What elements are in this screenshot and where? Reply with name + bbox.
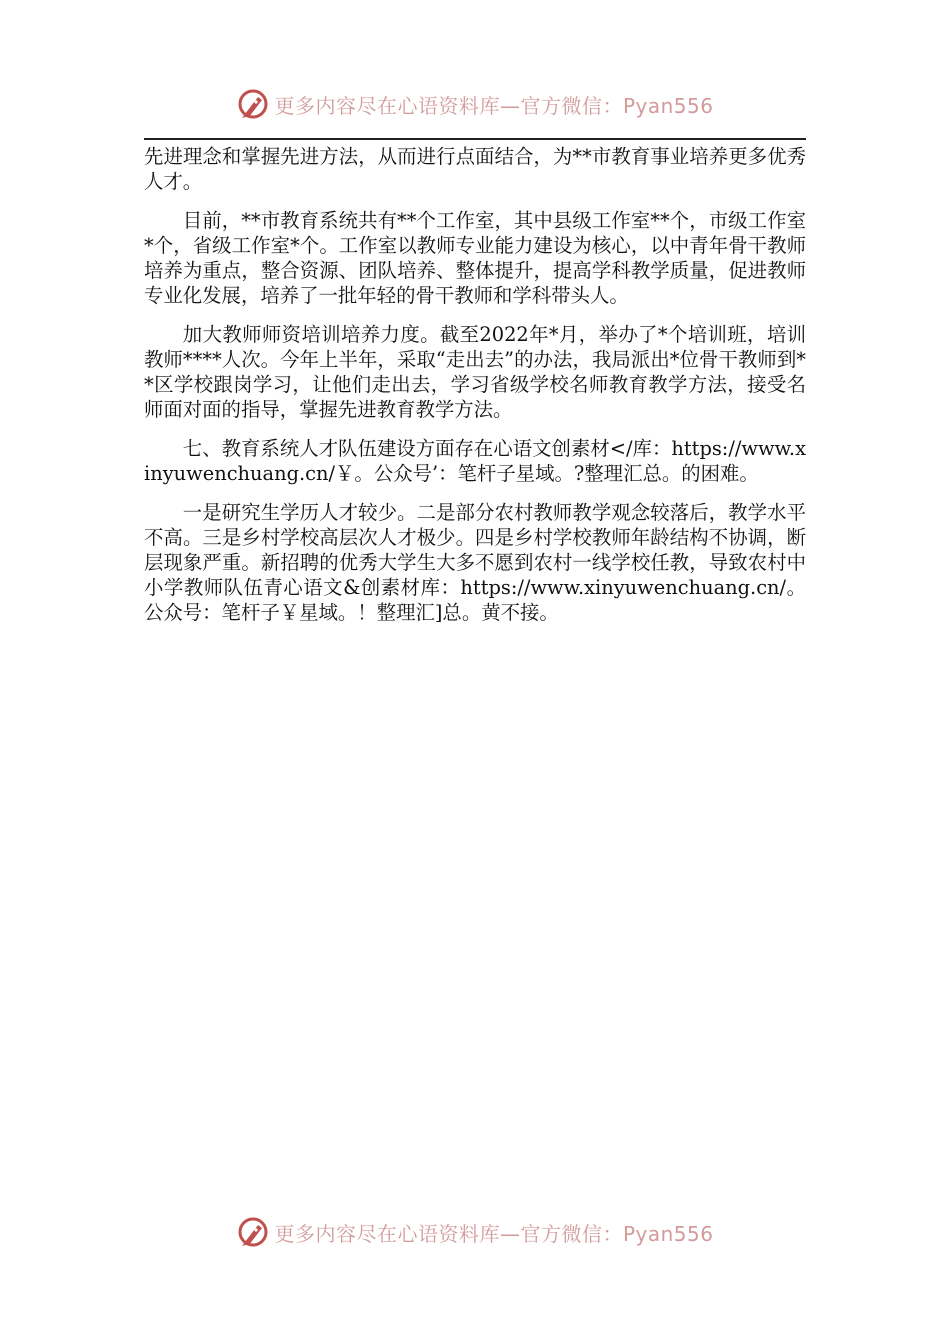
pen-nib-icon xyxy=(236,87,270,121)
document-body xyxy=(144,144,806,639)
header-watermark xyxy=(0,84,950,124)
header-divider xyxy=(144,138,806,140)
paragraph-3: 加大教师师资培训培养力度。截至2022年*月，举办了*个培训班，培训教师****人次。今年上半年，采取“走出去”的办法，我局派出*位骨干教师到**区学校跟岗学习，让他们走出去，学习省级学校名师教育教学方法，接受名师面对面的指导，掌握先进教育教学方法。 xyxy=(144,323,806,421)
paragraph-2: 目前，**市教育系统共有**个工作室，其中县级工作室**个，市级工作室*个，省级工作室*个。工作室以教师专业能力建设为核心，以中青年骨干教师培养为重点，整合资源、团队培养、整体提升，提高学科教学质量，促进教师专业化发展，培养了一批年轻的骨干教师和学科带头人。 xyxy=(144,209,806,307)
footer-watermark-text: 更多内容尽在心语资料库—官方微信：Pyan556 xyxy=(274,1221,714,1246)
pen-nib-icon xyxy=(236,1215,270,1249)
header-watermark-text: 更多内容尽在心语资料库—官方微信：Pyan556 xyxy=(274,93,714,118)
paragraph-1: 先进理念和掌握先进方法，从而进行点面结合，为**市教育事业培养更多优秀人才。 xyxy=(144,145,806,193)
paragraph-5: 一是研究生学历人才较少。二是部分农村教师教学观念较落后，教学水平不高。三是乡村学校高层次人才极少。四是乡村学校教师年龄结构不协调，断层现象严重。新招聘的优秀大学生大多不愿到农村一线学校任教，导致农村中小学教师队伍青心语文&创素材库：https://www.xinyuwenchuang.cn/。公众号：笔杆子￥星域。！整理汇]总。黄不接。 xyxy=(144,501,806,624)
paragraph-4: 七、教育系统人才队伍建设方面存在心语文创素材</库：https://www.xinyuwenchuang.cn/￥。公众号’：笔杆子星域。?整理汇总。的困难。 xyxy=(144,437,806,485)
footer-watermark xyxy=(0,1212,950,1252)
